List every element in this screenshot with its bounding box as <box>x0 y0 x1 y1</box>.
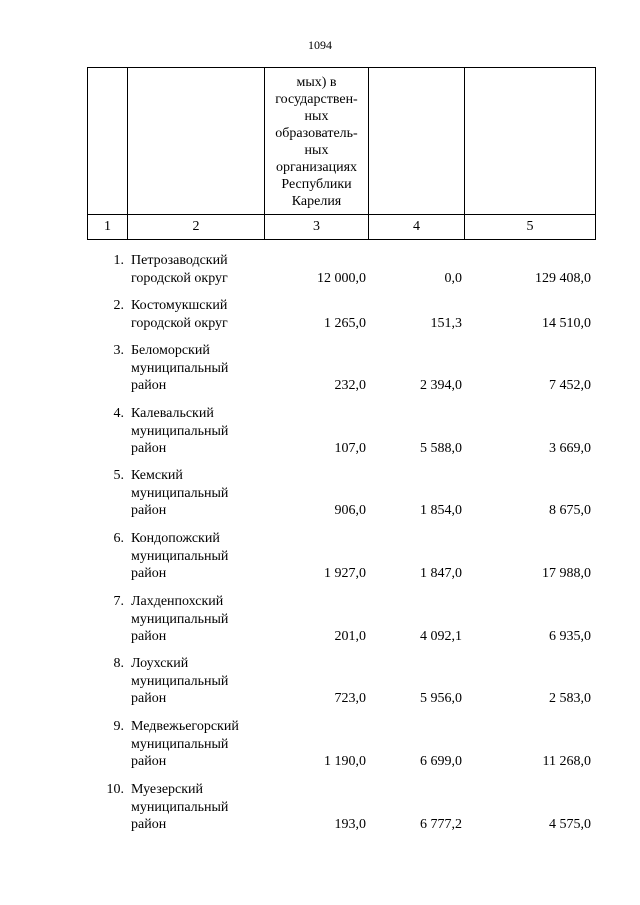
municipality-name <box>131 252 271 287</box>
municipality-name-line: Лахденпохский <box>131 594 224 609</box>
value-col-4: 4 092,1 <box>420 629 462 644</box>
municipality-name-line: Медвежьегорский <box>131 719 239 734</box>
header-cell-3-line: государствен- <box>275 92 358 107</box>
municipality-name-line: муниципальный <box>131 673 229 689</box>
value-col-3: 12 000,0 <box>317 270 366 286</box>
header-cell-1 <box>88 68 128 215</box>
municipality-name-line: район <box>131 503 167 518</box>
header-cell-4 <box>369 68 465 215</box>
header-row <box>88 68 596 215</box>
municipality-name-line: муниципальный <box>131 611 229 627</box>
value-col-3: 723,0 <box>334 691 366 706</box>
municipality-name-line: район <box>131 441 167 456</box>
header-cell-3-line: образователь- <box>275 126 358 141</box>
municipality-name-line: муниципальный <box>131 360 229 376</box>
municipality-name-line: район <box>131 691 167 706</box>
value-col-5: 7 452,0 <box>549 378 591 393</box>
value-col-5: 17 988,0 <box>542 566 591 581</box>
municipality-name-line: Лоухский <box>131 656 189 671</box>
value-col-4: 151,3 <box>430 315 462 331</box>
column-number: 5 <box>465 215 596 240</box>
municipality-name-line: городской округ <box>131 270 228 286</box>
value-col-3: 107,0 <box>334 441 366 456</box>
value-col-4: 5 956,0 <box>420 691 462 706</box>
municipality-name-line: муниципальный <box>131 548 229 564</box>
header-cell-3-text <box>265 68 368 210</box>
header-cell-3-line: Карелия <box>291 194 342 209</box>
municipality-name-line: Петрозаводский <box>131 253 228 268</box>
value-col-5: 6 935,0 <box>549 629 591 644</box>
municipality-name <box>131 593 271 646</box>
municipality-name <box>131 342 271 395</box>
row-number: 10. <box>106 782 124 797</box>
municipality-name-line: муниципальный <box>131 423 229 439</box>
row-number: 7. <box>113 594 124 609</box>
column-number: 3 <box>265 215 369 240</box>
header-cell-3 <box>265 68 369 215</box>
municipality-name-line: Муезерский <box>131 782 204 797</box>
value-col-4: 6 777,2 <box>420 817 462 832</box>
row-number: 4. <box>113 406 124 421</box>
value-col-4: 0,0 <box>444 270 462 286</box>
municipality-name-line: район <box>131 378 167 393</box>
value-col-5: 14 510,0 <box>542 315 591 331</box>
column-number: 1 <box>88 215 128 240</box>
municipality-name <box>131 781 271 834</box>
value-col-4: 1 847,0 <box>420 566 462 581</box>
header-cell-3-line: ных <box>304 143 329 158</box>
table-header <box>87 67 596 240</box>
value-col-3: 201,0 <box>334 629 366 644</box>
value-col-3: 1 927,0 <box>324 566 366 581</box>
row-number: 8. <box>113 656 124 671</box>
municipality-name-line: район <box>131 629 167 644</box>
value-col-3: 193,0 <box>334 817 366 832</box>
municipality-name-line: район <box>131 817 167 832</box>
value-col-5: 129 408,0 <box>535 270 591 286</box>
value-col-5: 11 268,0 <box>542 754 591 769</box>
value-col-3: 232,0 <box>334 378 366 393</box>
municipality-name <box>131 718 271 771</box>
value-col-5: 3 669,0 <box>549 441 591 456</box>
header-cell-3-line: организациях <box>275 160 358 175</box>
row-number: 9. <box>113 719 124 734</box>
value-col-5: 2 583,0 <box>549 691 591 706</box>
header-cell-3-line: ных <box>304 109 329 124</box>
header-cell-5 <box>465 68 596 215</box>
municipality-name-line: Калевальский <box>131 406 214 421</box>
municipality-name-line: городской округ <box>131 315 228 331</box>
value-col-3: 906,0 <box>334 503 366 518</box>
column-number: 2 <box>128 215 265 240</box>
municipality-name <box>131 297 271 332</box>
municipality-name-line: муниципальный <box>131 485 229 501</box>
value-col-4: 2 394,0 <box>420 378 462 393</box>
row-number: 3. <box>113 343 124 358</box>
page-number: 1094 <box>308 38 332 52</box>
municipality-name-line: муниципальный <box>131 799 229 815</box>
municipality-name <box>131 405 271 458</box>
municipality-name-line: Костомукшский <box>131 298 228 313</box>
value-col-4: 1 854,0 <box>420 503 462 518</box>
municipality-name <box>131 467 271 520</box>
municipality-name-line: район <box>131 754 167 769</box>
municipality-name <box>131 655 271 708</box>
municipality-name-line: Беломорский <box>131 343 210 358</box>
header-cell-3-line: мых) в <box>296 75 337 90</box>
municipality-name-line: муниципальный <box>131 736 229 752</box>
municipality-name-line: Кемский <box>131 468 183 483</box>
header-cell-3-line: Республики <box>281 177 352 192</box>
row-number: 6. <box>113 531 124 546</box>
column-number-row <box>88 215 596 240</box>
row-number: 2. <box>113 298 124 313</box>
value-col-5: 4 575,0 <box>549 817 591 832</box>
value-col-3: 1 190,0 <box>324 754 366 769</box>
municipality-name-line: Кондопожский <box>131 531 220 546</box>
value-col-3: 1 265,0 <box>324 315 366 331</box>
value-col-5: 8 675,0 <box>549 503 591 518</box>
value-col-4: 5 588,0 <box>420 441 462 456</box>
column-number: 4 <box>369 215 465 240</box>
row-number: 1. <box>113 253 124 268</box>
municipality-name-line: район <box>131 566 167 581</box>
municipality-name <box>131 530 271 583</box>
value-col-4: 6 699,0 <box>420 754 462 769</box>
row-number: 5. <box>113 468 124 483</box>
header-cell-2 <box>128 68 265 215</box>
